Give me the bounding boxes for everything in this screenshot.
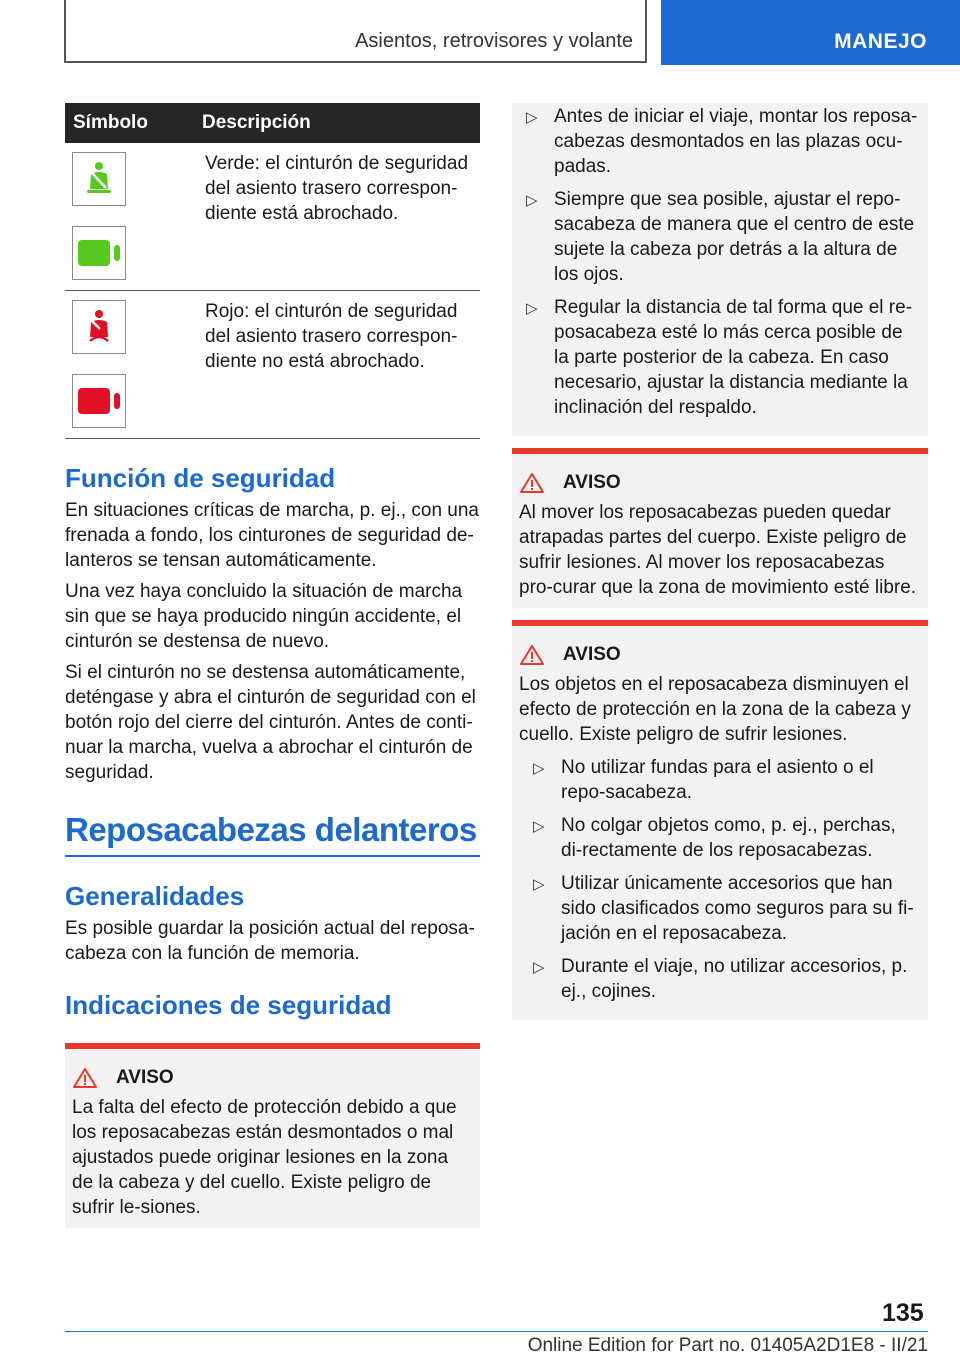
header-section-tab	[64, 0, 647, 63]
row-description: Rojo: el cinturón de seguridad del asiento trasero correspon-diente no está abrochado.	[188, 291, 480, 439]
warning-triangle-icon	[72, 1067, 98, 1089]
row-description: Verde: el cinturón de seguridad del asiento trasero correspon-diente está abrochado.	[188, 143, 480, 291]
warning-text: Al mover los reposacabezas pueden quedar atrapadas partes del cuerpo. Existe peligro de sufrir lesiones. Al mover los reposacabezas pro-curar que la zona de movimiento esté libre.	[519, 502, 917, 598]
warning-label: AVISO	[116, 1067, 174, 1088]
edition-footer: Online Edition for Part no. 01405A2D1E8 - II/21	[527, 1335, 928, 1356]
seatbelt-unfastened-icon	[72, 300, 126, 354]
warning-label: AVISO	[563, 644, 621, 665]
footer-divider	[65, 1331, 928, 1332]
triangle-bullet-icon: ▷	[533, 959, 545, 976]
triangle-bullet-icon: ▷	[533, 876, 545, 893]
list-item: ▷ Siempre que sea posible, ajustar el repo-sacabeza de manera que el centro de este sujete la cabeza por detrás a la altura de los ojos.	[526, 189, 915, 285]
triangle-bullet-icon: ▷	[533, 818, 545, 835]
symbol-table	[65, 103, 480, 439]
warning-list	[519, 755, 920, 1004]
symbol-column-header: Símbolo	[65, 103, 188, 143]
headrests-heading: Reposacabezas delanteros	[65, 811, 480, 857]
warning-text: La falta del efecto de protección debido a que los reposacabezas están desmontados o mal ajustados puede originar lesiones en la zona de la cabeza y del cuello. Existe peligro de sufrir le-siones.	[72, 1097, 457, 1218]
triangle-bullet-icon: ▷	[526, 192, 538, 209]
right-column	[512, 103, 928, 1020]
warning-box	[512, 620, 928, 1020]
warning-text: Los objetos en el reposacabeza disminuyen el efecto de protección en la zona de la cabeza y cuello. Existe peligro de sufrir lesiones.	[519, 674, 911, 745]
paragraph: Es posible guardar la posición actual del reposa-cabeza con la función de memoria.	[65, 918, 475, 964]
triangle-bullet-icon: ▷	[526, 109, 538, 126]
list-item: ▷ No utilizar fundas para el asiento o el repo-sacabeza.	[533, 757, 874, 803]
chapter-title: MANEJO	[834, 30, 927, 53]
list-item: ▷ No colgar objetos como, p. ej., perchas, di-rectamente de los reposacabezas.	[533, 815, 896, 861]
warning-label: AVISO	[563, 472, 621, 493]
description-column-header: Descripción	[188, 103, 480, 143]
header-chapter-tab	[661, 0, 960, 65]
table-row	[65, 291, 480, 439]
warning-triangle-icon	[519, 644, 545, 666]
list-item: ▷ Regular la distancia de tal forma que el re-posacabeza esté lo más cerca posible de la parte posterior de la cabeza. En caso necesario, ajustar la distancia mediante la inclinación del respaldo.	[526, 297, 913, 418]
section-title: Asientos, retrovisores y volante	[355, 30, 633, 52]
instruction-list	[512, 104, 922, 420]
rear-seat-green-icon	[72, 226, 126, 280]
table-row	[65, 143, 480, 291]
paragraph: Una vez haya concluido la situación de marcha sin que se haya producido ningún accidente, el cinturón se destensa de nuevo.	[65, 581, 463, 652]
page-number: 135	[882, 1299, 924, 1327]
triangle-bullet-icon: ▷	[526, 300, 538, 317]
seatbelt-fastened-icon	[72, 152, 126, 206]
warning-box	[65, 1043, 480, 1228]
warning-triangle-icon	[519, 472, 545, 494]
safety-notes-heading: Indicaciones de seguridad	[65, 990, 392, 1020]
paragraph: En situaciones críticas de marcha, p. ej., con una frenada a fondo, los cinturones de seguridad de-lanteros se tensan automáticamente.	[65, 500, 479, 571]
list-item: ▷ Durante el viaje, no utilizar accesorios, p. ej., cojines.	[533, 956, 908, 1002]
safety-function-heading: Función de seguridad	[65, 463, 336, 493]
list-item: ▷ Utilizar únicamente accesorios que han sido clasificados como seguros para su fi-jación en el reposacabeza.	[533, 873, 914, 944]
paragraph: Si el cinturón no se destensa automáticamente, deténgase y abra el cinturón de seguridad con el botón rojo del cierre del cinturón. Antes de conti-nuar la marcha, vuelva a abrochar el cinturón de seguridad.	[65, 662, 476, 783]
triangle-bullet-icon: ▷	[533, 760, 545, 777]
warning-box	[512, 448, 928, 608]
left-column	[65, 103, 480, 1228]
list-item: ▷ Antes de iniciar el viaje, montar los reposa-cabezas desmontados en las plazas ocu-padas.	[526, 106, 918, 177]
general-heading: Generalidades	[65, 881, 245, 911]
rear-seat-red-icon	[72, 374, 126, 428]
instruction-list-box	[512, 103, 928, 436]
